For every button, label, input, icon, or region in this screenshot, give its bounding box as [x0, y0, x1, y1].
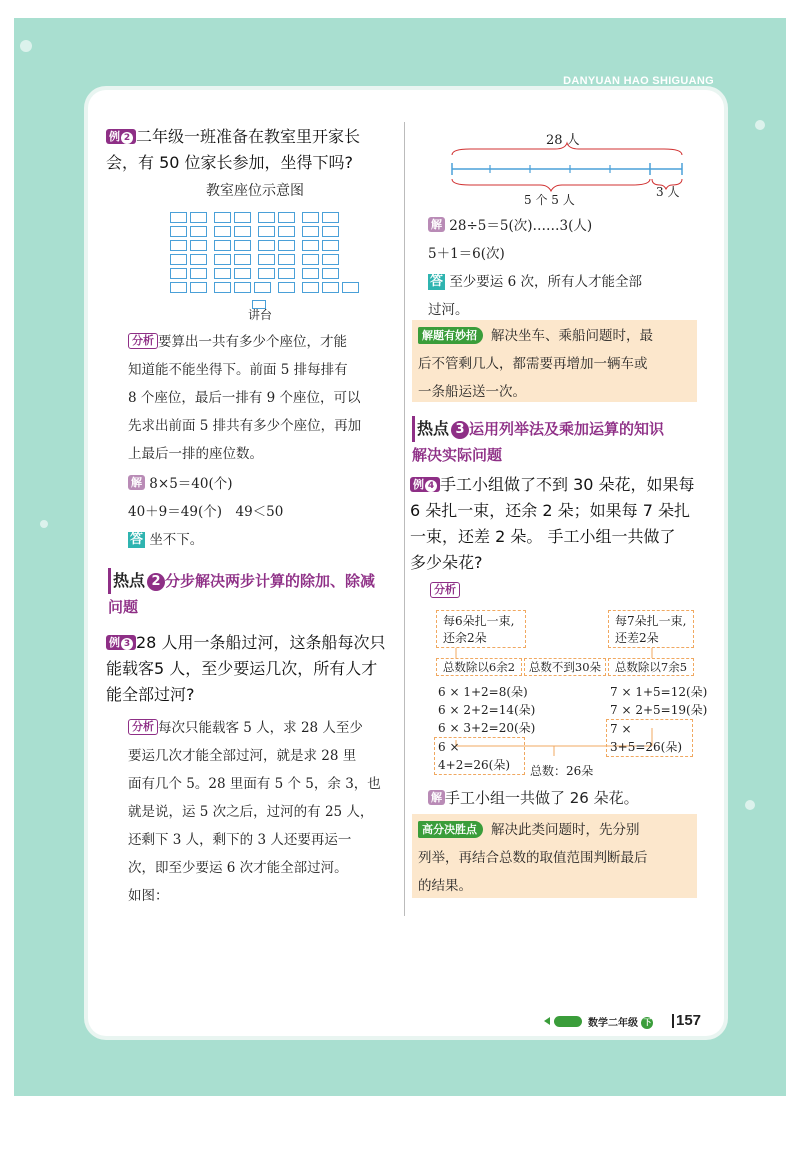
volume-badge: 下: [643, 1018, 652, 1027]
seat: [258, 268, 275, 279]
condition-box-right: 每7朵扎一束, 还差2朵: [608, 610, 694, 648]
decor-dot: [20, 40, 32, 52]
seat: [190, 282, 207, 293]
condition-left: 总数除以6余2: [436, 658, 522, 676]
seat: [322, 212, 339, 223]
footer-subject: 数学二年级 下: [588, 1018, 652, 1029]
series-header: DANYUAN HAO SHIGUANG: [563, 75, 714, 87]
seat: [234, 240, 251, 251]
hotspot-badge: 热点 2: [108, 568, 165, 594]
seat: [278, 226, 295, 237]
example-tag: 例 3: [106, 635, 136, 650]
seat: [190, 212, 207, 223]
seat: [170, 282, 187, 293]
decor-dot: [755, 120, 765, 130]
analysis-tag: 分析: [128, 719, 158, 735]
solve-tag: 解: [428, 790, 445, 805]
footer-logo-icon: [554, 1016, 582, 1027]
seat: [214, 212, 231, 223]
seat: [170, 254, 187, 265]
condition-right: 总数除以7余5: [608, 658, 694, 676]
seat: [170, 240, 187, 251]
example-3-solution: 解 28÷5＝5(次)……3(人) 5＋1＝6(次) 答 至少要运 6 次，所有人才能全部 过河。: [428, 218, 642, 318]
seat: [278, 212, 295, 223]
seat: [322, 282, 339, 293]
seat: [258, 240, 275, 251]
seat-figure-title: 教室座位示意图: [206, 183, 304, 199]
seat: [214, 240, 231, 251]
list-item: 6 × 4+2=26(朵): [434, 737, 525, 775]
seat: [302, 254, 319, 265]
analysis-tag: 分析: [128, 333, 158, 349]
list-item: 6 × 2+2=14(朵): [438, 703, 536, 717]
example-2-question: 例 2 二年级一班准备在教室里开家长 会，有 50 位家长参加，坐得下吗?: [106, 127, 361, 172]
example-4-solution: 解 手工小组一共做了 26 朵花。: [428, 784, 700, 813]
page-number: 157: [676, 1012, 702, 1029]
condition-box-left: 每6朵扎一束, 还余2朵: [436, 610, 526, 648]
solve-tag: 解: [428, 217, 445, 232]
seat: [302, 226, 319, 237]
enumeration-list-left: [438, 683, 535, 775]
seat: [254, 282, 271, 293]
answer-tag: 答: [430, 274, 444, 289]
example-2-solution: 解 8×5＝40(个) 40＋9＝49(个) 49＜50 答 坐不下。: [128, 476, 284, 548]
footer-arrow-icon: [544, 1017, 550, 1025]
seat: [234, 254, 251, 265]
seat: [170, 212, 187, 223]
seat: [214, 226, 231, 237]
seat: [234, 282, 251, 293]
example-2-analysis: 分析 要算出一共有多少个座位，才能 知道能不能坐得下。前面 5 排每排有 8 个座位，最后一排有 9 个座位，可以 先求出前面 5 排共有多少个座位，再加 上最后一排的座位数。: [128, 334, 362, 462]
seat: [214, 268, 231, 279]
example-4-analysis-tag: 分析: [430, 580, 460, 599]
footer-divider: [672, 1014, 674, 1028]
seat: [302, 268, 319, 279]
diagram-left-label: 5 个 5 人: [524, 193, 575, 207]
seat: [258, 254, 275, 265]
seat: [302, 282, 319, 293]
seat: [278, 282, 295, 293]
tip-tag: 解题有妙招: [418, 327, 483, 344]
example-3-analysis: 分析 每次只能载客 5 人，求 28 人至少 要运几次才能全部过河，就是求 28 里 面有几个 5。28 里面有 5 个 5，余 3，也 就是说，运 5 次之后，过河的有 25 人， 还剩下 3 人，剩下的 3 人还要再运一 次，即至少要运 6 次才能全部过河。 如图：: [128, 720, 381, 904]
example-tag: 例 2: [106, 129, 136, 144]
list-item: 7 × 3+5=26(朵): [606, 719, 693, 757]
list-item: 7 × 2+5=19(朵): [610, 703, 708, 717]
example-tag: 例 4: [410, 477, 440, 492]
hotspot-2-title: 热点 2 分步解决两步计算的除加、除减 问题: [108, 568, 404, 620]
seat: [278, 268, 295, 279]
seat: [302, 212, 319, 223]
diagram-right-label: 3 人: [656, 185, 680, 199]
seat: [170, 268, 187, 279]
condition-middle: 总数不到30朵: [524, 658, 606, 676]
list-item: 6 × 3+2=20(朵): [438, 721, 536, 735]
podium-label: 讲台: [248, 308, 273, 322]
example-4-question: 例 4 手工小组做了不到 30 朵花，如果每 6 朵扎一束，还余 2 朵；如果每 7 朵扎 一束，还差 2 朵。 手工小组一共做了 多少朵花?: [410, 475, 695, 572]
tip-tag: 高分决胜点: [418, 821, 483, 838]
seat: [278, 240, 295, 251]
list-item: 7 × 1+5=12(朵): [610, 685, 708, 699]
decor-dot: [40, 520, 48, 528]
enumeration-total: 总数：26朵: [530, 764, 594, 778]
seat: [170, 226, 187, 237]
seat: [190, 254, 207, 265]
seat: [214, 282, 231, 293]
seat: [190, 268, 207, 279]
hotspot-3-title: 热点 3 运用列举法及乘加运算的知识 解决实际问题: [412, 416, 704, 468]
decor-dot: [745, 800, 755, 810]
seat: [234, 212, 251, 223]
seat: [214, 254, 231, 265]
seat: [278, 254, 295, 265]
example-3-question: 例 3 28 人用一条船过河，这条船每次只 能载客5 人，至少要运几次，所有人才 能全部过河?: [106, 633, 386, 704]
seat: [234, 268, 251, 279]
tip-box-method: 解题有妙招 解决坐车、乘船问题时，最 后不管剩几人，都需要再增加一辆车或 一条船运送一次。: [412, 320, 697, 402]
column-divider: [404, 122, 405, 916]
list-item: 6 × 1+2=8(朵): [438, 685, 528, 699]
seat: [322, 268, 339, 279]
seat: [342, 282, 359, 293]
seat: [234, 226, 251, 237]
boat-diagram: [420, 125, 700, 205]
seat: [322, 254, 339, 265]
seat: [190, 240, 207, 251]
seat: [322, 226, 339, 237]
seat: [302, 240, 319, 251]
hotspot-badge: 热点 3: [412, 416, 469, 442]
diagram-top-label: 28 人: [546, 133, 580, 148]
seat: [190, 226, 207, 237]
seat: [322, 240, 339, 251]
seat: [258, 212, 275, 223]
answer-tag: 答: [130, 532, 144, 547]
tip-box-winning: 高分决胜点 解决此类问题时，先分别 列举，再结合总数的取值范围判断最后 的结果。: [412, 814, 697, 898]
enumeration-list-right: [610, 683, 707, 757]
seat: [258, 226, 275, 237]
solve-tag: 解: [128, 475, 145, 490]
